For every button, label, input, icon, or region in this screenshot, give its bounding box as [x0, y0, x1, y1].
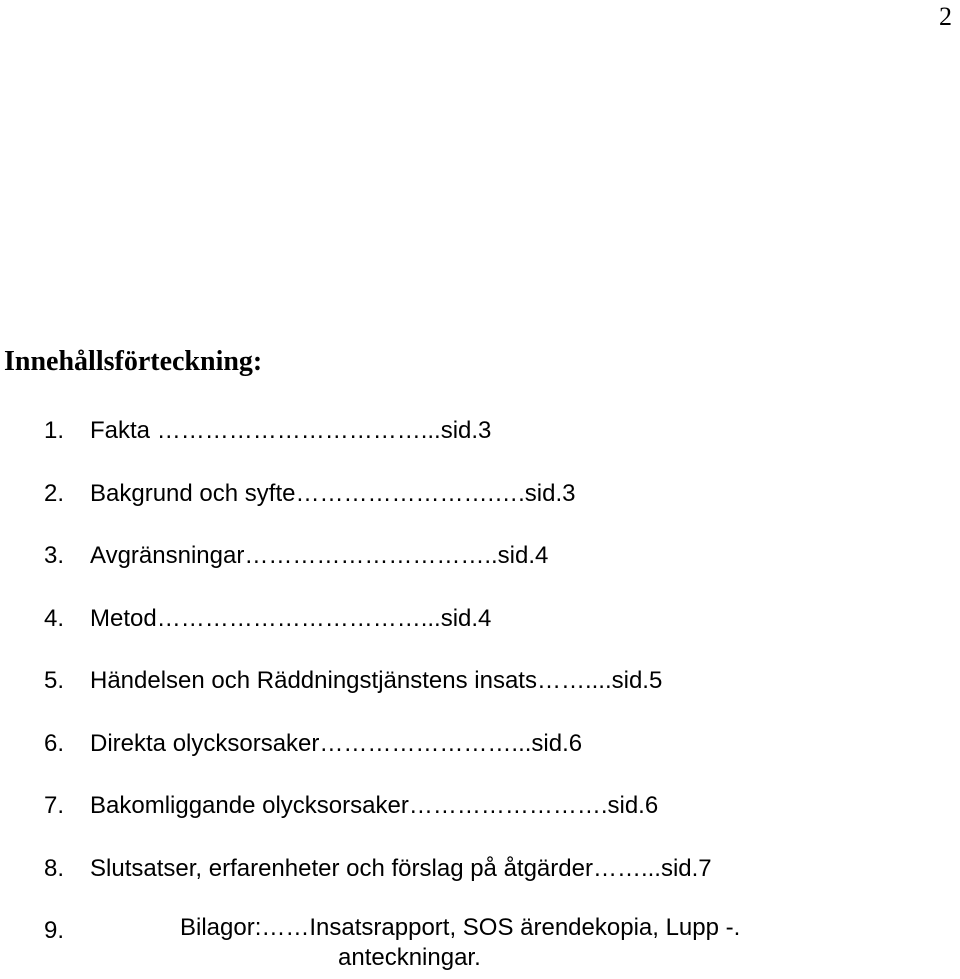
toc-item-number: 2.: [44, 479, 65, 507]
toc-item-number: 6.: [44, 729, 65, 757]
table-of-contents: [0, 413, 960, 973]
toc-item-number: 9.: [44, 917, 65, 944]
toc-item-number: 1.: [44, 417, 65, 444]
toc-item-text: Bakgrund och syfte…………………….….sid.3: [90, 479, 576, 507]
toc-item-number: 8.: [44, 854, 65, 882]
toc-item-text: Fakta ……………………………...sid.3: [90, 417, 492, 444]
toc-item-number: 5.: [44, 667, 65, 694]
toc-item: [0, 538, 960, 601]
toc-item: [0, 726, 960, 789]
toc-item-text-line: Bilagor:……Insatsrapport, SOS ärendekopia, Lupp -.: [180, 914, 741, 941]
toc-item: [0, 601, 960, 664]
toc-item-text: Metod……………………………...sid.4: [90, 604, 492, 632]
toc-item-text: Händelsen och Räddningstjänstens insats……....sid.5: [90, 667, 663, 694]
toc-item-text: Avgränsningar…………………………..sid.4: [90, 542, 549, 569]
toc-item-text-continuation: anteckningar.: [338, 944, 481, 971]
toc-heading: Innehållsförteckning:: [4, 346, 263, 377]
toc-item-text: Slutsatser, erfarenheter och förslag på åtgärder……...sid.7: [90, 854, 712, 882]
toc-item: [0, 913, 960, 973]
toc-item-text: [180, 913, 820, 973]
toc-item-number: 3.: [44, 542, 65, 569]
toc-item: [0, 476, 960, 539]
toc-item-number: 4.: [44, 604, 65, 632]
toc-item-text: Direkta olycksorsaker……………………...sid.6: [90, 729, 583, 757]
toc-item: [0, 663, 960, 726]
toc-item-text: Bakomliggande olycksorsaker…………………….sid.6: [90, 792, 659, 819]
toc-item-number: 7.: [44, 792, 65, 819]
toc-item: [0, 413, 960, 476]
toc-item: [0, 851, 960, 914]
page-number: 2: [939, 2, 952, 31]
toc-item: [0, 788, 960, 851]
